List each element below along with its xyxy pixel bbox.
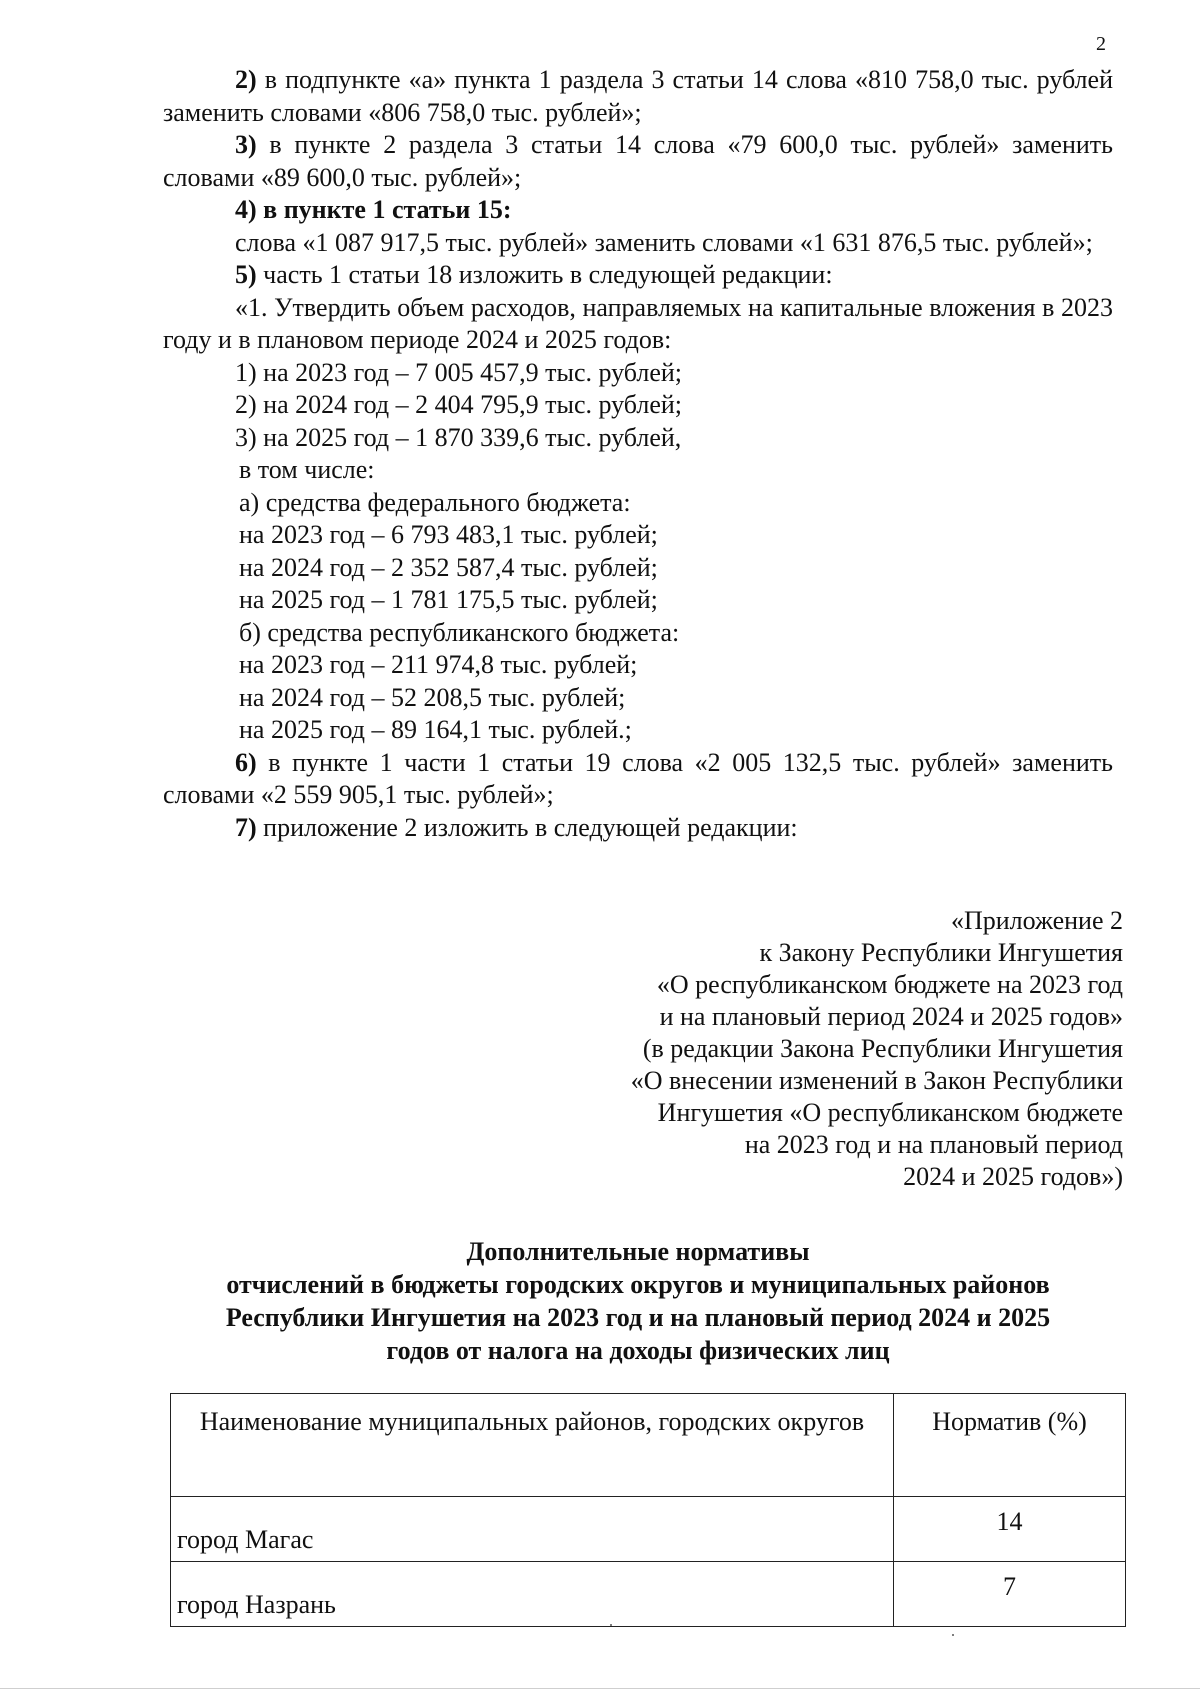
column-header-normative: Норматив (%) [894, 1394, 1126, 1497]
list-line: на 2025 год – 1 781 175,5 тыс. рублей; [239, 585, 658, 614]
table-title-line: отчислений в бюджеты городских округов и муниципальных районов [226, 1270, 1050, 1299]
appendix-ref-line: «Приложение 2 [950, 906, 1123, 935]
amendment-item-4-text: слова «1 087 917,5 тыс. рублей» заменить словами «1 631 876,5 тыс. рублей»; [235, 227, 1093, 257]
list-line: 1) на 2023 год – 7 005 457,9 тыс. рублей; [235, 357, 683, 387]
appendix-ref-line: и на плановый период 2024 и 2025 годов» [659, 1002, 1123, 1031]
amendment-item-5: 5) часть 1 статьи 18 изложить в следующей редакции: [235, 260, 833, 289]
amendment-item-4-heading: 4) в пункте 1 статьи 15: [235, 195, 512, 224]
list-line: на 2024 год – 2 352 587,4 тыс. рублей; [239, 552, 658, 582]
appendix-ref-line: на 2023 год и на плановый период [744, 1130, 1123, 1159]
list-line: на 2023 год – 211 974,8 тыс. рублей; [239, 650, 638, 679]
appendix-reference [503, 905, 1123, 1193]
scan-artifact [952, 1634, 954, 1636]
table-title-line: годов от налога на доходы физических лиц [386, 1336, 890, 1365]
appendix-ref-line: Ингушетия «О республиканском бюджете [657, 1098, 1123, 1127]
amendments-text [163, 64, 1113, 844]
page-number: 2 [1096, 33, 1106, 55]
list-line: а) средства федерального бюджета: [239, 487, 631, 517]
normative-value-cell: 7 [894, 1562, 1126, 1627]
list-line: 2) на 2024 год – 2 404 795,9 тыс. рублей; [235, 390, 683, 419]
appendix-ref-line: к Закону Республики Ингушетия [759, 938, 1123, 967]
appendix-ref-line: 2024 и 2025 годов») [903, 1162, 1123, 1191]
amendment-item-6: 6) в пункте 1 части 1 статьи 19 слова «2 005 132,5 тыс. рублей» заменить словами «2 559 905,1 тыс. рублей»; [163, 747, 1113, 809]
amendment-item-2: 2) в подпункте «а» пункта 1 раздела 3 статьи 14 слова «810 758,0 тыс. рублей заменить словами «806 758,0 тыс. рублей»; [163, 65, 1113, 127]
amendment-item-3: 3) в пункте 2 раздела 3 статьи 14 слова «79 600,0 тыс. рублей» заменить словами «89 600,0 тыс. рублей»; [163, 130, 1113, 192]
table-row [171, 1562, 1126, 1627]
appendix-ref-line: «О внесении изменений в Закон Республики [630, 1066, 1123, 1095]
appendix-ref-line: «О республиканском бюджете на 2023 год [656, 970, 1123, 999]
normatives-table [170, 1393, 1126, 1627]
list-line: на 2024 год – 52 208,5 тыс. рублей; [239, 682, 626, 712]
table-title [163, 1235, 1113, 1367]
municipality-name-cell: город Назрань [171, 1562, 894, 1627]
appendix-ref-line: (в редакции Закона Республики Ингушетия [642, 1034, 1123, 1063]
list-line: в том числе: [239, 455, 375, 484]
municipality-name-cell: город Магас [171, 1497, 894, 1562]
table-row [171, 1497, 1126, 1562]
list-line: на 2023 год – 6 793 483,1 тыс. рублей; [239, 520, 658, 549]
scan-artifact [610, 1624, 612, 1626]
scan-edge-line [0, 1688, 1200, 1689]
column-header-name: Наименование муниципальных районов, городских округов [171, 1394, 894, 1497]
amendment-item-7: 7) приложение 2 изложить в следующей редакции: [235, 812, 798, 842]
table-title-line: Республики Ингушетия на 2023 год и на плановый период 2024 и 2025 [225, 1303, 1051, 1332]
list-line: на 2025 год – 89 164,1 тыс. рублей.; [239, 715, 632, 744]
capital-investment-paragraph: «1. Утвердить объем расходов, направляемых на капитальные вложения в 2023 году и в плановом периоде 2024 и 2025 годов: [163, 292, 1113, 354]
list-line: 3) на 2025 год – 1 870 339,6 тыс. рублей, [235, 422, 682, 452]
normative-value-cell: 14 [894, 1497, 1126, 1562]
table-header-row [171, 1394, 1126, 1497]
table-title-line: Дополнительные нормативы [466, 1237, 810, 1266]
list-line: б) средства республиканского бюджета: [239, 617, 680, 647]
